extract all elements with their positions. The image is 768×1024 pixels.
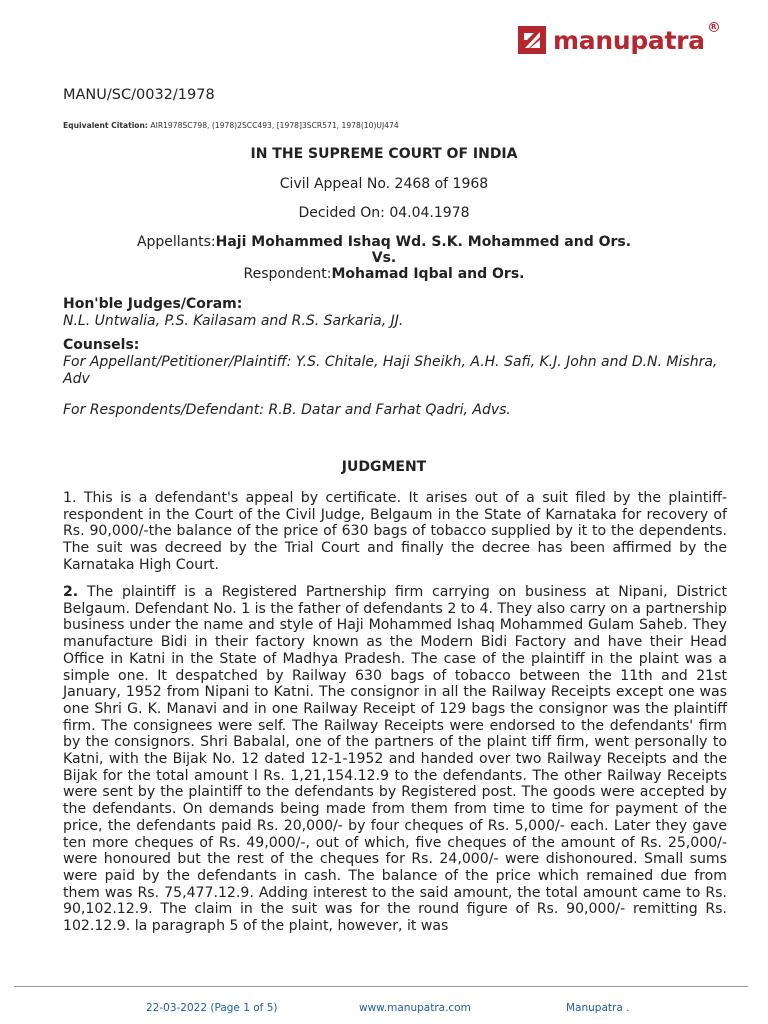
footer-brand: Manupatra .	[566, 1002, 630, 1014]
counsel-respondent: For Respondents/Defendant: R.B. Datar and Farhat Qadri, Advs.	[63, 402, 511, 418]
appellants-names: Haji Mohammed Ishaq Wd. S.K. Mohammed and Ors.	[215, 234, 632, 250]
manu-citation: MANU/SC/0032/1978	[63, 87, 215, 103]
manupatra-logo	[517, 20, 717, 60]
respondent-names: Mohamad Iqbal and Ors.	[331, 266, 525, 282]
manupatra-logo-icon	[517, 25, 547, 55]
footer-page-info: 22-03-2022 (Page 1 of 5)	[146, 1002, 278, 1014]
registered-mark: R	[709, 22, 719, 32]
equivalent-citation-value: AIR1978SC798, (1978)2SCC493, [1978]3SCR571, 1978(10)UJ474	[150, 121, 399, 130]
court-name: IN THE SUPREME COURT OF INDIA	[250, 146, 518, 162]
appellants-line	[63, 234, 705, 250]
appeal-number: Civil Appeal No. 2468 of 1968	[279, 176, 489, 192]
equivalent-citation	[63, 121, 399, 130]
paragraph-2-text: The plaintiff is a Registered Partnership firm carrying on business at Nipani, District Belgaum. Defendant No. 1 is the father of defendants 2 to 4. They also carry on a partnership business under the name and style of Haji Mohammed Ishaq Mohammed Gulam Saheb. They manufacture Bidi in their factory known as the Modern Bidi Factory and have their Head Office in Katni in the State of Madhya Pradesh. The case of the plaintiff in the plaint was a simple one. It despatched by Railway 630 bags of tobacco between the 11th and 21st January, 1952 from Nipani to Katni. The consignor in all the Railway Receipts except one was one Shri G. K. Manavi and in one Railway Receipt of 129 bags the consignor was the plaintiff firm. The consignees were self. The Railway Receipts were endorsed to the defendants' firm by the consignors. Shri Babalal, one of the partners of the plaint tiff firm, went personally to Katni, with the Bijak No. 12 dated 12-1-1952 and handed over two Railway Receipts and the Bijak for the total amount l Rs. 1,21,154.12.9 to the defendants. The other Railway Receipts were sent by the plaintiff to the defendants by Registered post. The goods were accepted by the defendants. On demands being made from them from time to time for payment of the price, the defendants paid Rs. 20,000/- by four cheques of Rs. 5,000/- each. Later they gave ten more cheques of Rs. 49,000/-, out of which, five cheques of the amount of Rs. 25,000/- were honoured but the rest of the cheques for Rs. 24,000/- were dishonoured. Small sums were paid by the defendants in cash. The balance of the price which remained due from them was Rs. 75,477.12.9. Adding interest to the said amount, the total amount came to Rs. 90,102.12.9. The claim in the suit was for the round figure of Rs. 90,000/- remitting Rs. 102.12.9. la paragraph 5 of the plaint, however, it was	[63, 584, 727, 935]
respondent-label: Respondent:	[243, 266, 332, 282]
judgment-paragraph-2	[63, 584, 727, 935]
judges-section	[63, 296, 727, 330]
footer-website-link[interactable]: www.manupatra.com	[359, 1002, 471, 1014]
counsels-section	[63, 337, 727, 388]
judgment-heading: JUDGMENT	[341, 459, 427, 475]
judges-heading: Hon'ble Judges/Coram:	[63, 296, 243, 312]
versus: Vs.	[371, 250, 397, 266]
decided-date: Decided On: 04.04.1978	[298, 205, 470, 221]
judgment-paragraph-1: 1. This is a defendant's appeal by certificate. It arises out of a suit filed by the plaintiff-respondent in the Court of the Civil Judge, Belgaum in the State of Karnataka for recovery of Rs. 90,000/-the balance of the price of 630 bags of tobacco supplied by it to the dependents. The suit was decreed by the Trial Court and finally the decree has been affirmed by the Karnataka High Court.	[63, 490, 727, 573]
appellants-label: Appellants:	[136, 234, 216, 250]
equivalent-citation-label: Equivalent Citation:	[63, 121, 148, 130]
counsel-appellant: For Appellant/Petitioner/Plaintiff: Y.S. Chitale, Haji Sheikh, A.H. Safi, K.J. John and D.N. Mishra, Adv	[63, 354, 718, 387]
respondent-line	[63, 266, 705, 282]
footer-divider	[14, 986, 748, 987]
logo-wordmark: manupatra	[553, 25, 705, 55]
paragraph-number: 2.	[63, 584, 79, 600]
counsels-heading: Counsels:	[63, 337, 140, 353]
judges-names: N.L. Untwalia, P.S. Kailasam and R.S. Sarkaria, JJ.	[63, 313, 404, 329]
